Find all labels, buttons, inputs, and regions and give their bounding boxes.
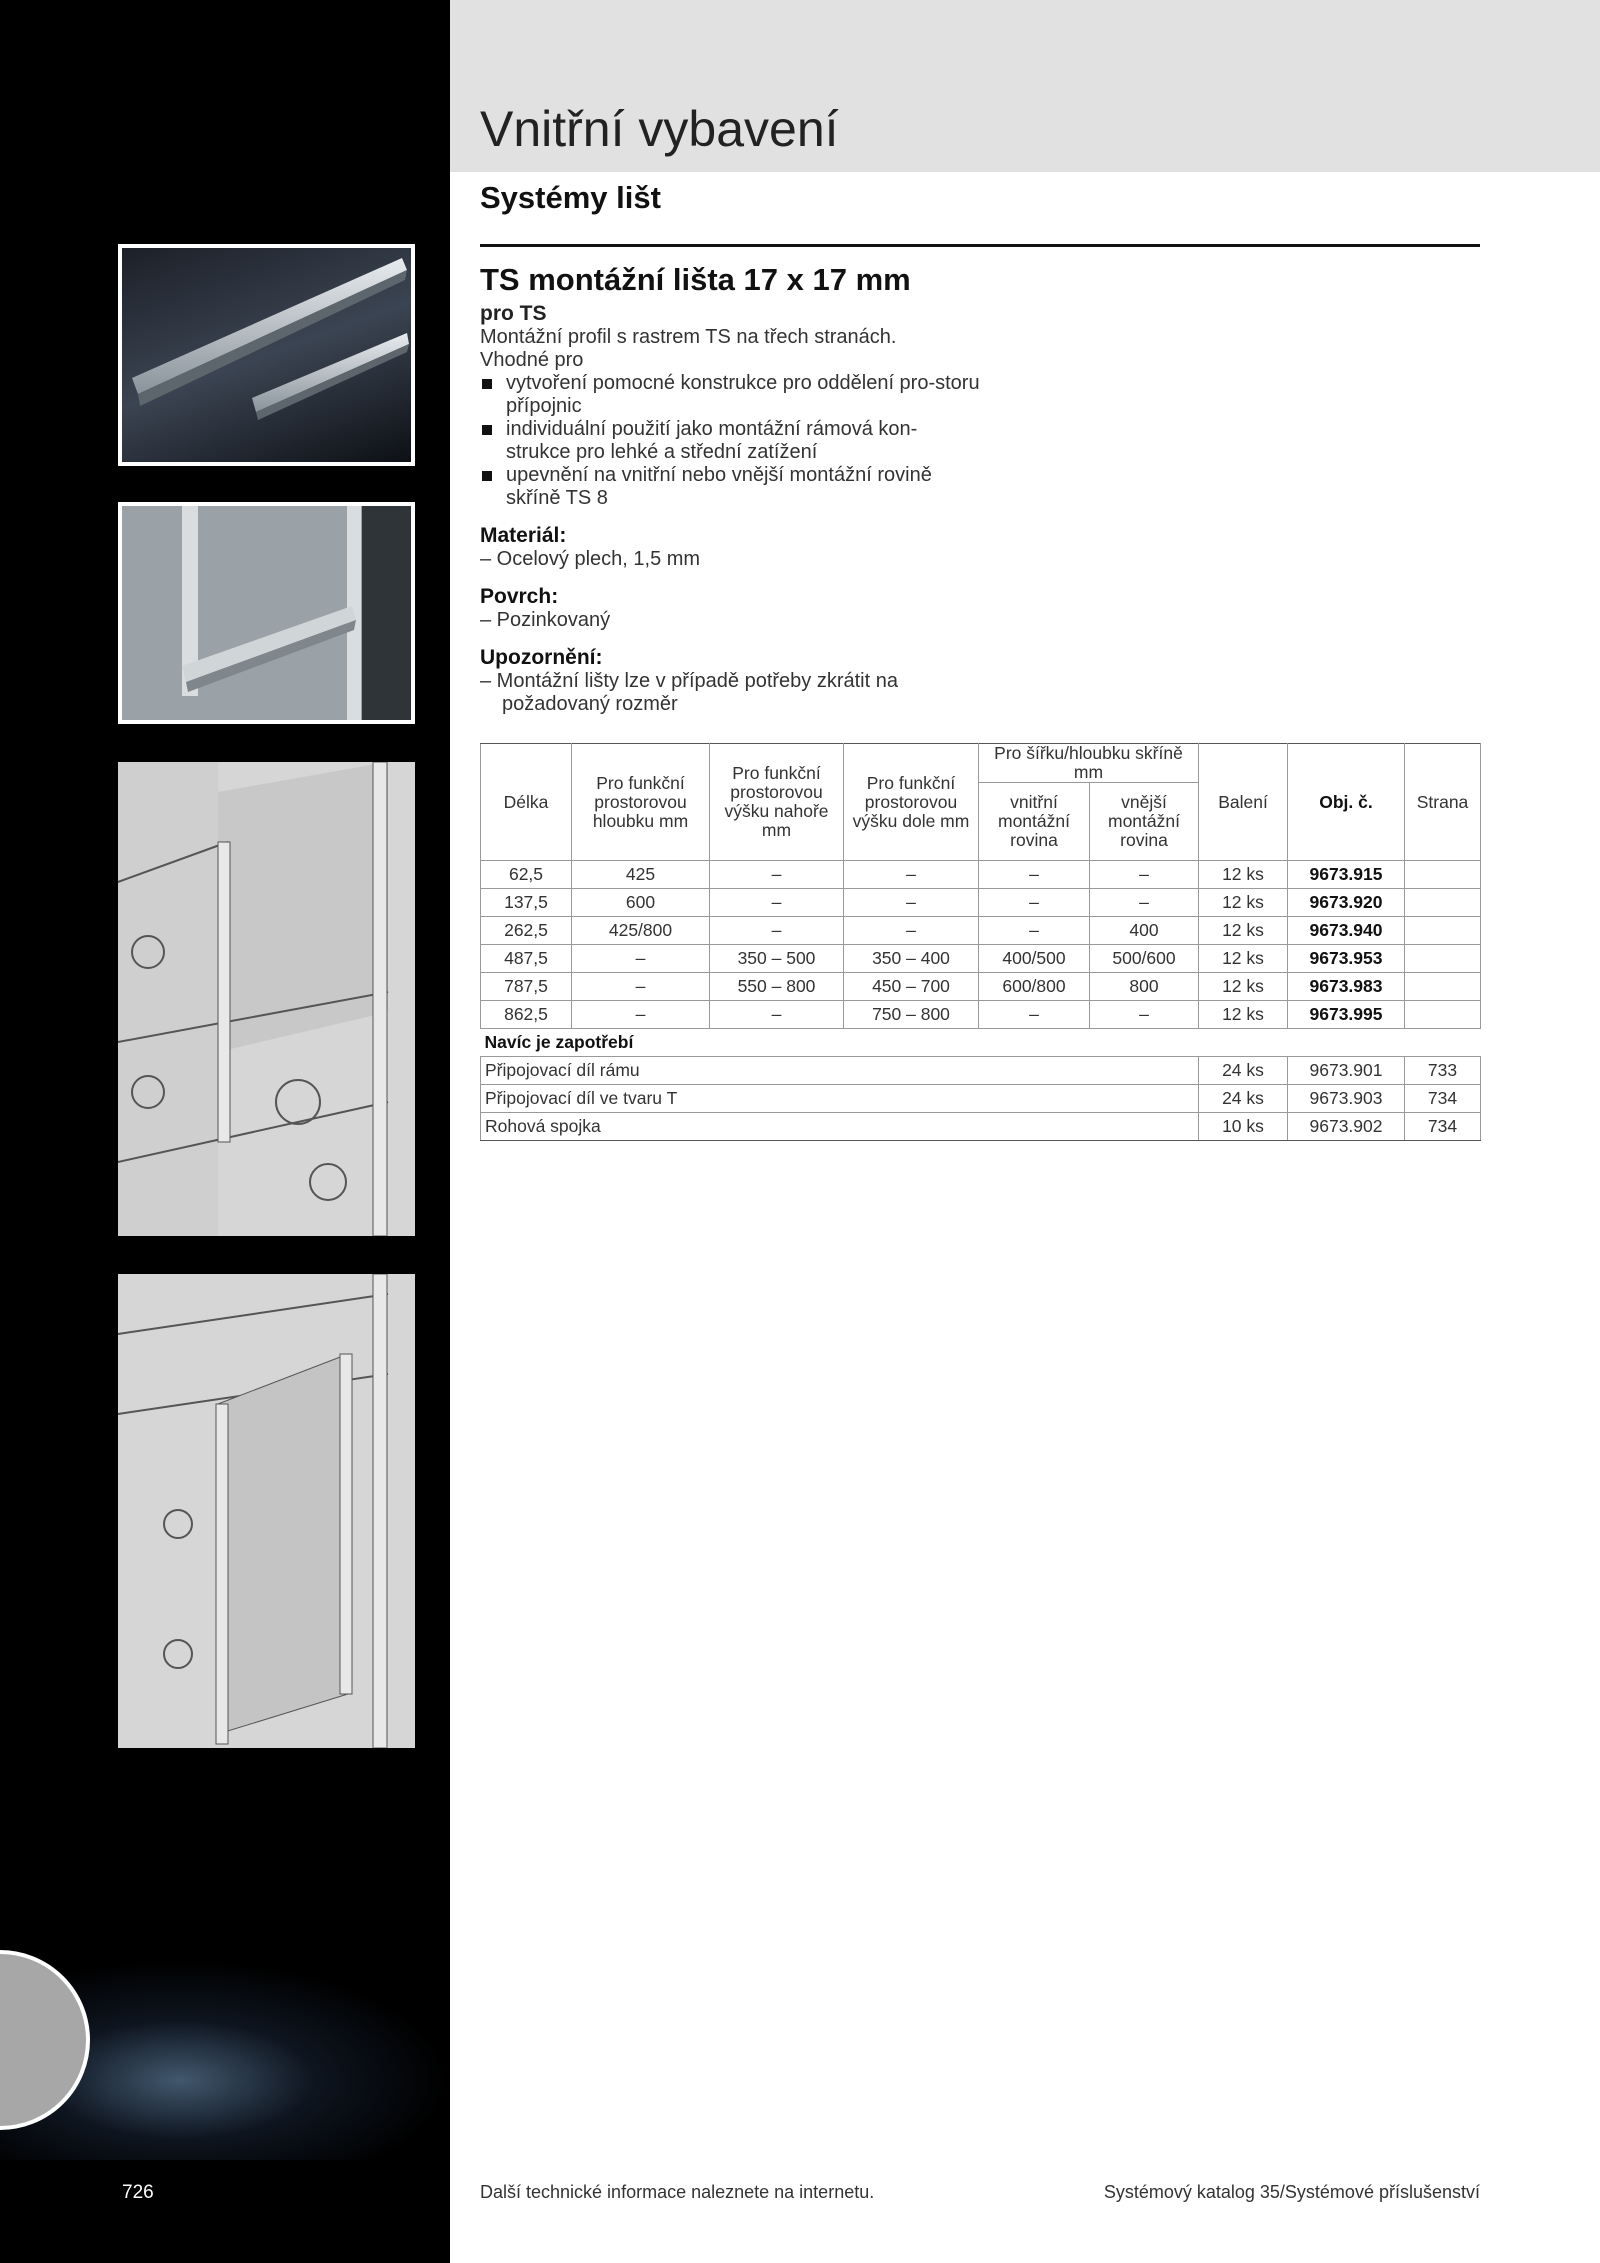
cell-height-top: – [710, 889, 844, 917]
col-header-depth: Pro funkční prostorovou hloubku mm [572, 744, 710, 861]
cell-pack: 24 ks [1199, 1057, 1288, 1085]
cell-depth: – [572, 973, 710, 1001]
surface-value: – Pozinkovaný [480, 609, 611, 631]
cell-length: 262,5 [481, 917, 572, 945]
cell-page: 733 [1405, 1057, 1481, 1085]
cell-pack: 12 ks [1199, 861, 1288, 889]
product-photo-installed [118, 502, 415, 724]
table-row [481, 917, 1481, 945]
page-number: 726 [122, 2182, 154, 2203]
cell-depth: 425 [572, 861, 710, 889]
cell-page [1405, 1001, 1481, 1029]
bullet-square-icon [482, 379, 492, 389]
cell-height-bottom: – [844, 917, 979, 945]
cell-page [1405, 917, 1481, 945]
cell-length: 862,5 [481, 1001, 572, 1029]
cell-page: 734 [1405, 1085, 1481, 1113]
product-description [480, 260, 980, 716]
cell-height-bottom: 350 – 400 [844, 945, 979, 973]
spec-table [480, 743, 1481, 1141]
cell-accessory-name: Rohová spojka [481, 1113, 1199, 1141]
product-title: TS montážní lišta 17 x 17 mm [480, 262, 911, 297]
cell-height-bottom: – [844, 861, 979, 889]
cell-pack: 12 ks [1199, 973, 1288, 1001]
cell-order: 9673.983 [1288, 973, 1405, 1001]
col-header-pack: Balení [1199, 744, 1288, 861]
cell-outer: – [1090, 861, 1199, 889]
cell-order: 9673.901 [1288, 1057, 1405, 1085]
col-header-height-top: Pro funkční prostorovou výšku nahoře mm [710, 744, 844, 861]
cell-height-bottom: 450 – 700 [844, 973, 979, 1001]
cell-length: 487,5 [481, 945, 572, 973]
cell-inner: – [979, 1001, 1090, 1029]
cell-height-top: – [710, 861, 844, 889]
note-label: Upozornění: [480, 646, 603, 669]
cell-order: 9673.995 [1288, 1001, 1405, 1029]
cell-height-top: – [710, 917, 844, 945]
cell-inner: – [979, 917, 1090, 945]
cell-depth: 600 [572, 889, 710, 917]
feature-item: individuální použití jako montážní rámová kon-strukce pro lehké a střední zatížení [480, 418, 980, 464]
accessory-row [481, 1057, 1481, 1085]
surface-label: Povrch: [480, 585, 559, 608]
cell-inner: 400/500 [979, 945, 1090, 973]
cell-page [1405, 945, 1481, 973]
technical-drawing-1 [118, 762, 415, 1236]
table-row [481, 1001, 1481, 1029]
cell-inner: 600/800 [979, 973, 1090, 1001]
cell-order: 9673.920 [1288, 889, 1405, 917]
col-header-page: Strana [1405, 744, 1481, 861]
accessory-row [481, 1085, 1481, 1113]
cell-depth: – [572, 945, 710, 973]
cell-page: 734 [1405, 1113, 1481, 1141]
col-header-height-bottom: Pro funkční prostorovou výšku dole mm [844, 744, 979, 861]
table-row [481, 945, 1481, 973]
table-row [481, 973, 1481, 1001]
cell-height-top: – [710, 1001, 844, 1029]
col-header-inner: vnitřní montážní rovina [979, 783, 1090, 861]
cell-depth: – [572, 1001, 710, 1029]
bullet-square-icon [482, 471, 492, 481]
cell-outer: 400 [1090, 917, 1199, 945]
cell-pack: 12 ks [1199, 945, 1288, 973]
technical-drawing-2 [118, 1274, 415, 1748]
feature-list [480, 372, 980, 510]
cell-height-top: 350 – 500 [710, 945, 844, 973]
section-label: Navíc je zapotřebí [481, 1029, 1481, 1057]
cell-depth: 425/800 [572, 917, 710, 945]
page-title: Vnitřní vybavení [480, 101, 839, 157]
cell-inner: – [979, 861, 1090, 889]
cell-outer: – [1090, 889, 1199, 917]
cell-height-bottom: – [844, 889, 979, 917]
cell-order: 9673.915 [1288, 861, 1405, 889]
cell-pack: 12 ks [1199, 889, 1288, 917]
section-divider [480, 244, 1480, 247]
product-subtitle: pro TS [480, 302, 547, 325]
cell-page [1405, 889, 1481, 917]
cell-pack: 12 ks [1199, 1001, 1288, 1029]
cell-length: 137,5 [481, 889, 572, 917]
cell-outer: 500/600 [1090, 945, 1199, 973]
bullet-square-icon [482, 425, 492, 435]
footer-note: Další technické informace naleznete na internetu. [480, 2182, 875, 2202]
cell-order: 9673.953 [1288, 945, 1405, 973]
cell-height-bottom: 750 – 800 [844, 1001, 979, 1029]
cell-height-top: 550 – 800 [710, 973, 844, 1001]
material-label: Materiál: [480, 524, 567, 547]
product-photo-rails [118, 244, 415, 466]
spec-table-body [481, 861, 1481, 1141]
cell-inner: – [979, 889, 1090, 917]
cell-accessory-name: Připojovací díl rámu [481, 1057, 1199, 1085]
col-header-order: Obj. č. [1288, 744, 1405, 861]
cell-pack: 12 ks [1199, 917, 1288, 945]
col-header-outer: vnější montážní rovina [1090, 783, 1199, 861]
accessory-row [481, 1113, 1481, 1141]
table-row [481, 889, 1481, 917]
cell-order: 9673.902 [1288, 1113, 1405, 1141]
suitable-for-label: Vhodné pro [480, 349, 584, 371]
cell-page [1405, 973, 1481, 1001]
footer-catalog: Systémový katalog 35/Systémové příslušenství [1103, 2182, 1480, 2202]
material-value: – Ocelový plech, 1,5 mm [480, 548, 701, 570]
col-header-length: Délka [481, 744, 572, 861]
cell-length: 62,5 [481, 861, 572, 889]
cell-pack: 10 ks [1199, 1113, 1288, 1141]
feature-item: upevnění na vnitřní nebo vnější montážní rovině skříně TS 8 [480, 464, 980, 510]
cell-outer: 800 [1090, 973, 1199, 1001]
table-row [481, 861, 1481, 889]
cell-outer: – [1090, 1001, 1199, 1029]
note-value: – Montážní lišty lze v případě potřeby zkrátit na požadovaný rozměr [480, 670, 898, 715]
section-title: Systémy lišt [480, 180, 661, 215]
cell-page [1405, 861, 1481, 889]
cell-length: 787,5 [481, 973, 572, 1001]
cell-order: 9673.940 [1288, 917, 1405, 945]
cell-pack: 24 ks [1199, 1085, 1288, 1113]
table-section-row [481, 1029, 1481, 1057]
product-description-text: Montážní profil s rastrem TS na třech stranách. [480, 326, 897, 348]
cell-order: 9673.903 [1288, 1085, 1405, 1113]
col-header-width-group: Pro šířku/hloubku skříně mm [979, 744, 1199, 783]
feature-item: vytvoření pomocné konstrukce pro oddělení pro-storu přípojnic [480, 372, 980, 418]
cell-accessory-name: Připojovací díl ve tvaru T [481, 1085, 1199, 1113]
